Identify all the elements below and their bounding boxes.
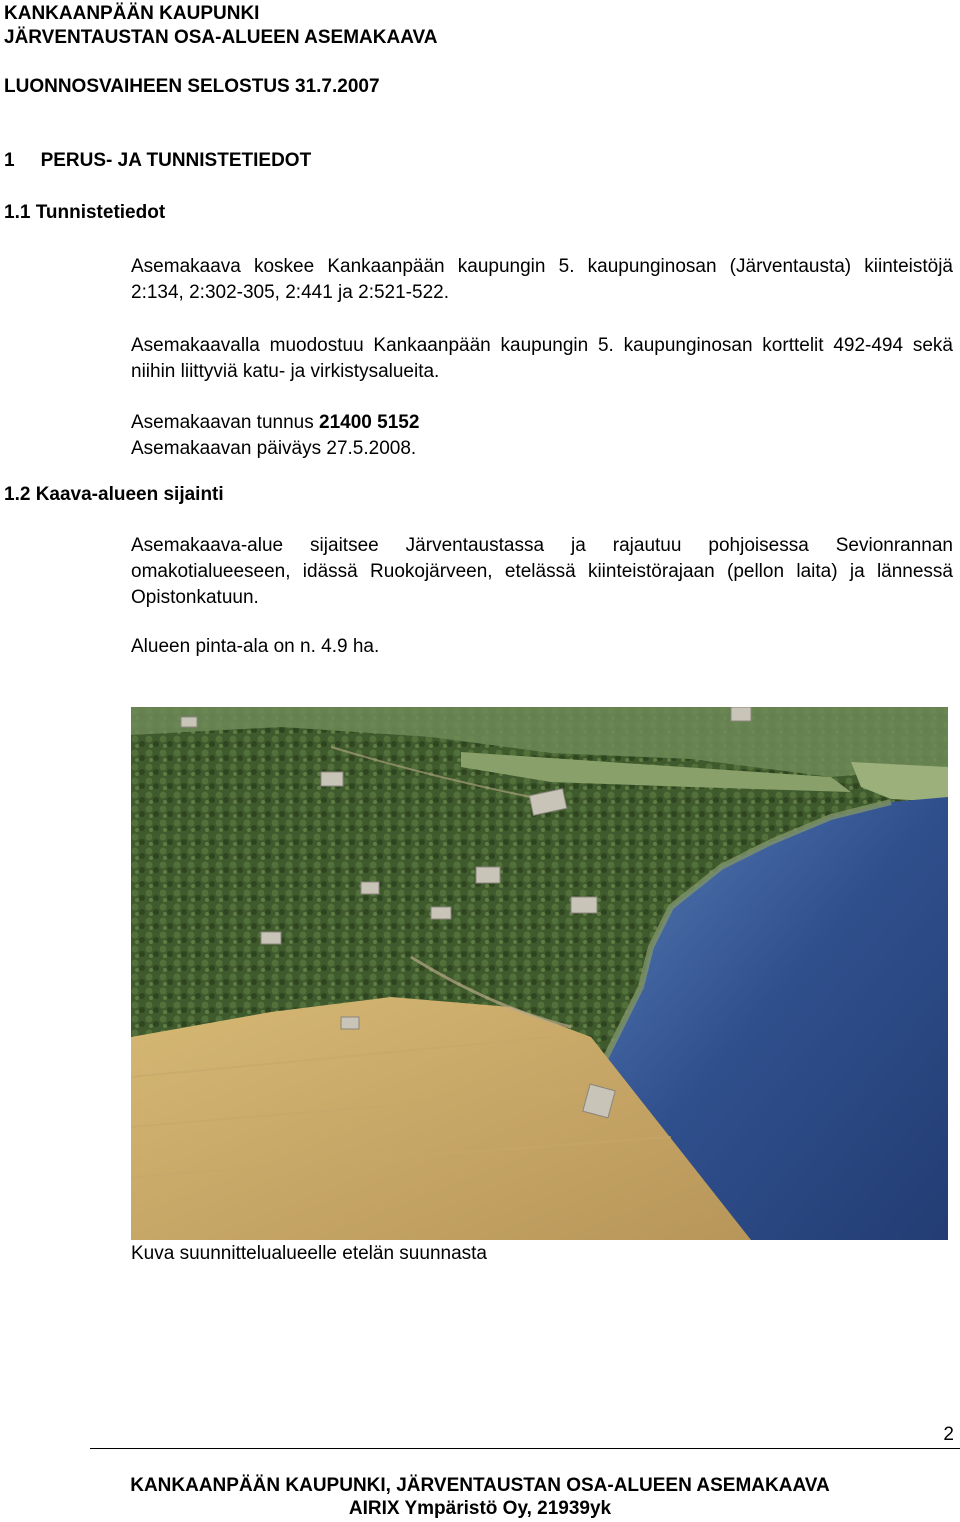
paragraph-blocks: Asemakaavalla muodostuu Kankaanpään kaupungin 5. kaupunginosan korttelit 492-494 sekä niihin liittyviä katu- ja virkistysalueita. — [131, 335, 953, 382]
footer-consultant: AIRIX Ympäristö Oy, 21939yk — [348, 1498, 612, 1519]
plan-id-label: Asemakaavan tunnus — [131, 412, 320, 433]
plan-id-value: 21400 5152 — [319, 412, 420, 433]
doc-header-city: KANKAANPÄÄN KAUPUNKI — [4, 3, 260, 24]
doc-header-status: LUONNOSVAIHEEN SELOSTUS 31.7.2007 — [4, 76, 380, 97]
photo-caption: Kuva suunnittelualueelle etelän suunnasta — [131, 1243, 487, 1264]
plan-id-line — [131, 410, 419, 436]
doc-header-plan: JÄRVENTAUSTAN OSA-ALUEEN ASEMAKAAVA — [4, 27, 438, 48]
aerial-photo-illustration — [131, 707, 948, 1240]
paragraph-location: Asemakaava-alue sijaitsee Järventaustassa ja rajautuu pohjoisessa Sevionrannan omakotialueeseen, idässä Ruokojärveen, etelässä kiinteistörajaan (pellon laita) ja lännessä Opistonkatuun. — [131, 535, 953, 608]
subsection-heading-1-2: 1.2 Kaava-alueen sijainti — [4, 484, 224, 505]
page-number: 2 — [943, 1424, 954, 1445]
paragraph-area: Alueen pinta-ala on n. 4.9 ha. — [131, 636, 380, 657]
plan-date-line: Asemakaavan päiväys 27.5.2008. — [131, 438, 417, 459]
aerial-photo — [131, 707, 948, 1240]
footer-rule — [90, 1448, 960, 1449]
footer-plan-name: KANKAANPÄÄN KAUPUNKI, JÄRVENTAUSTAN OSA-ALUEEN ASEMAKAAVA — [130, 1475, 830, 1496]
section-number: 1 — [4, 150, 15, 171]
subsection-heading-1-1: 1.1 Tunnistetiedot — [4, 202, 166, 223]
section-heading — [4, 150, 311, 172]
paragraph-properties: Asemakaava koskee Kankaanpään kaupungin 5. kaupunginosan (Järventausta) kiinteistöjä 2:134, 2:302-305, 2:441 ja 2:521-522. — [131, 256, 953, 303]
section-title: PERUS- JA TUNNISTETIEDOT — [40, 150, 312, 171]
